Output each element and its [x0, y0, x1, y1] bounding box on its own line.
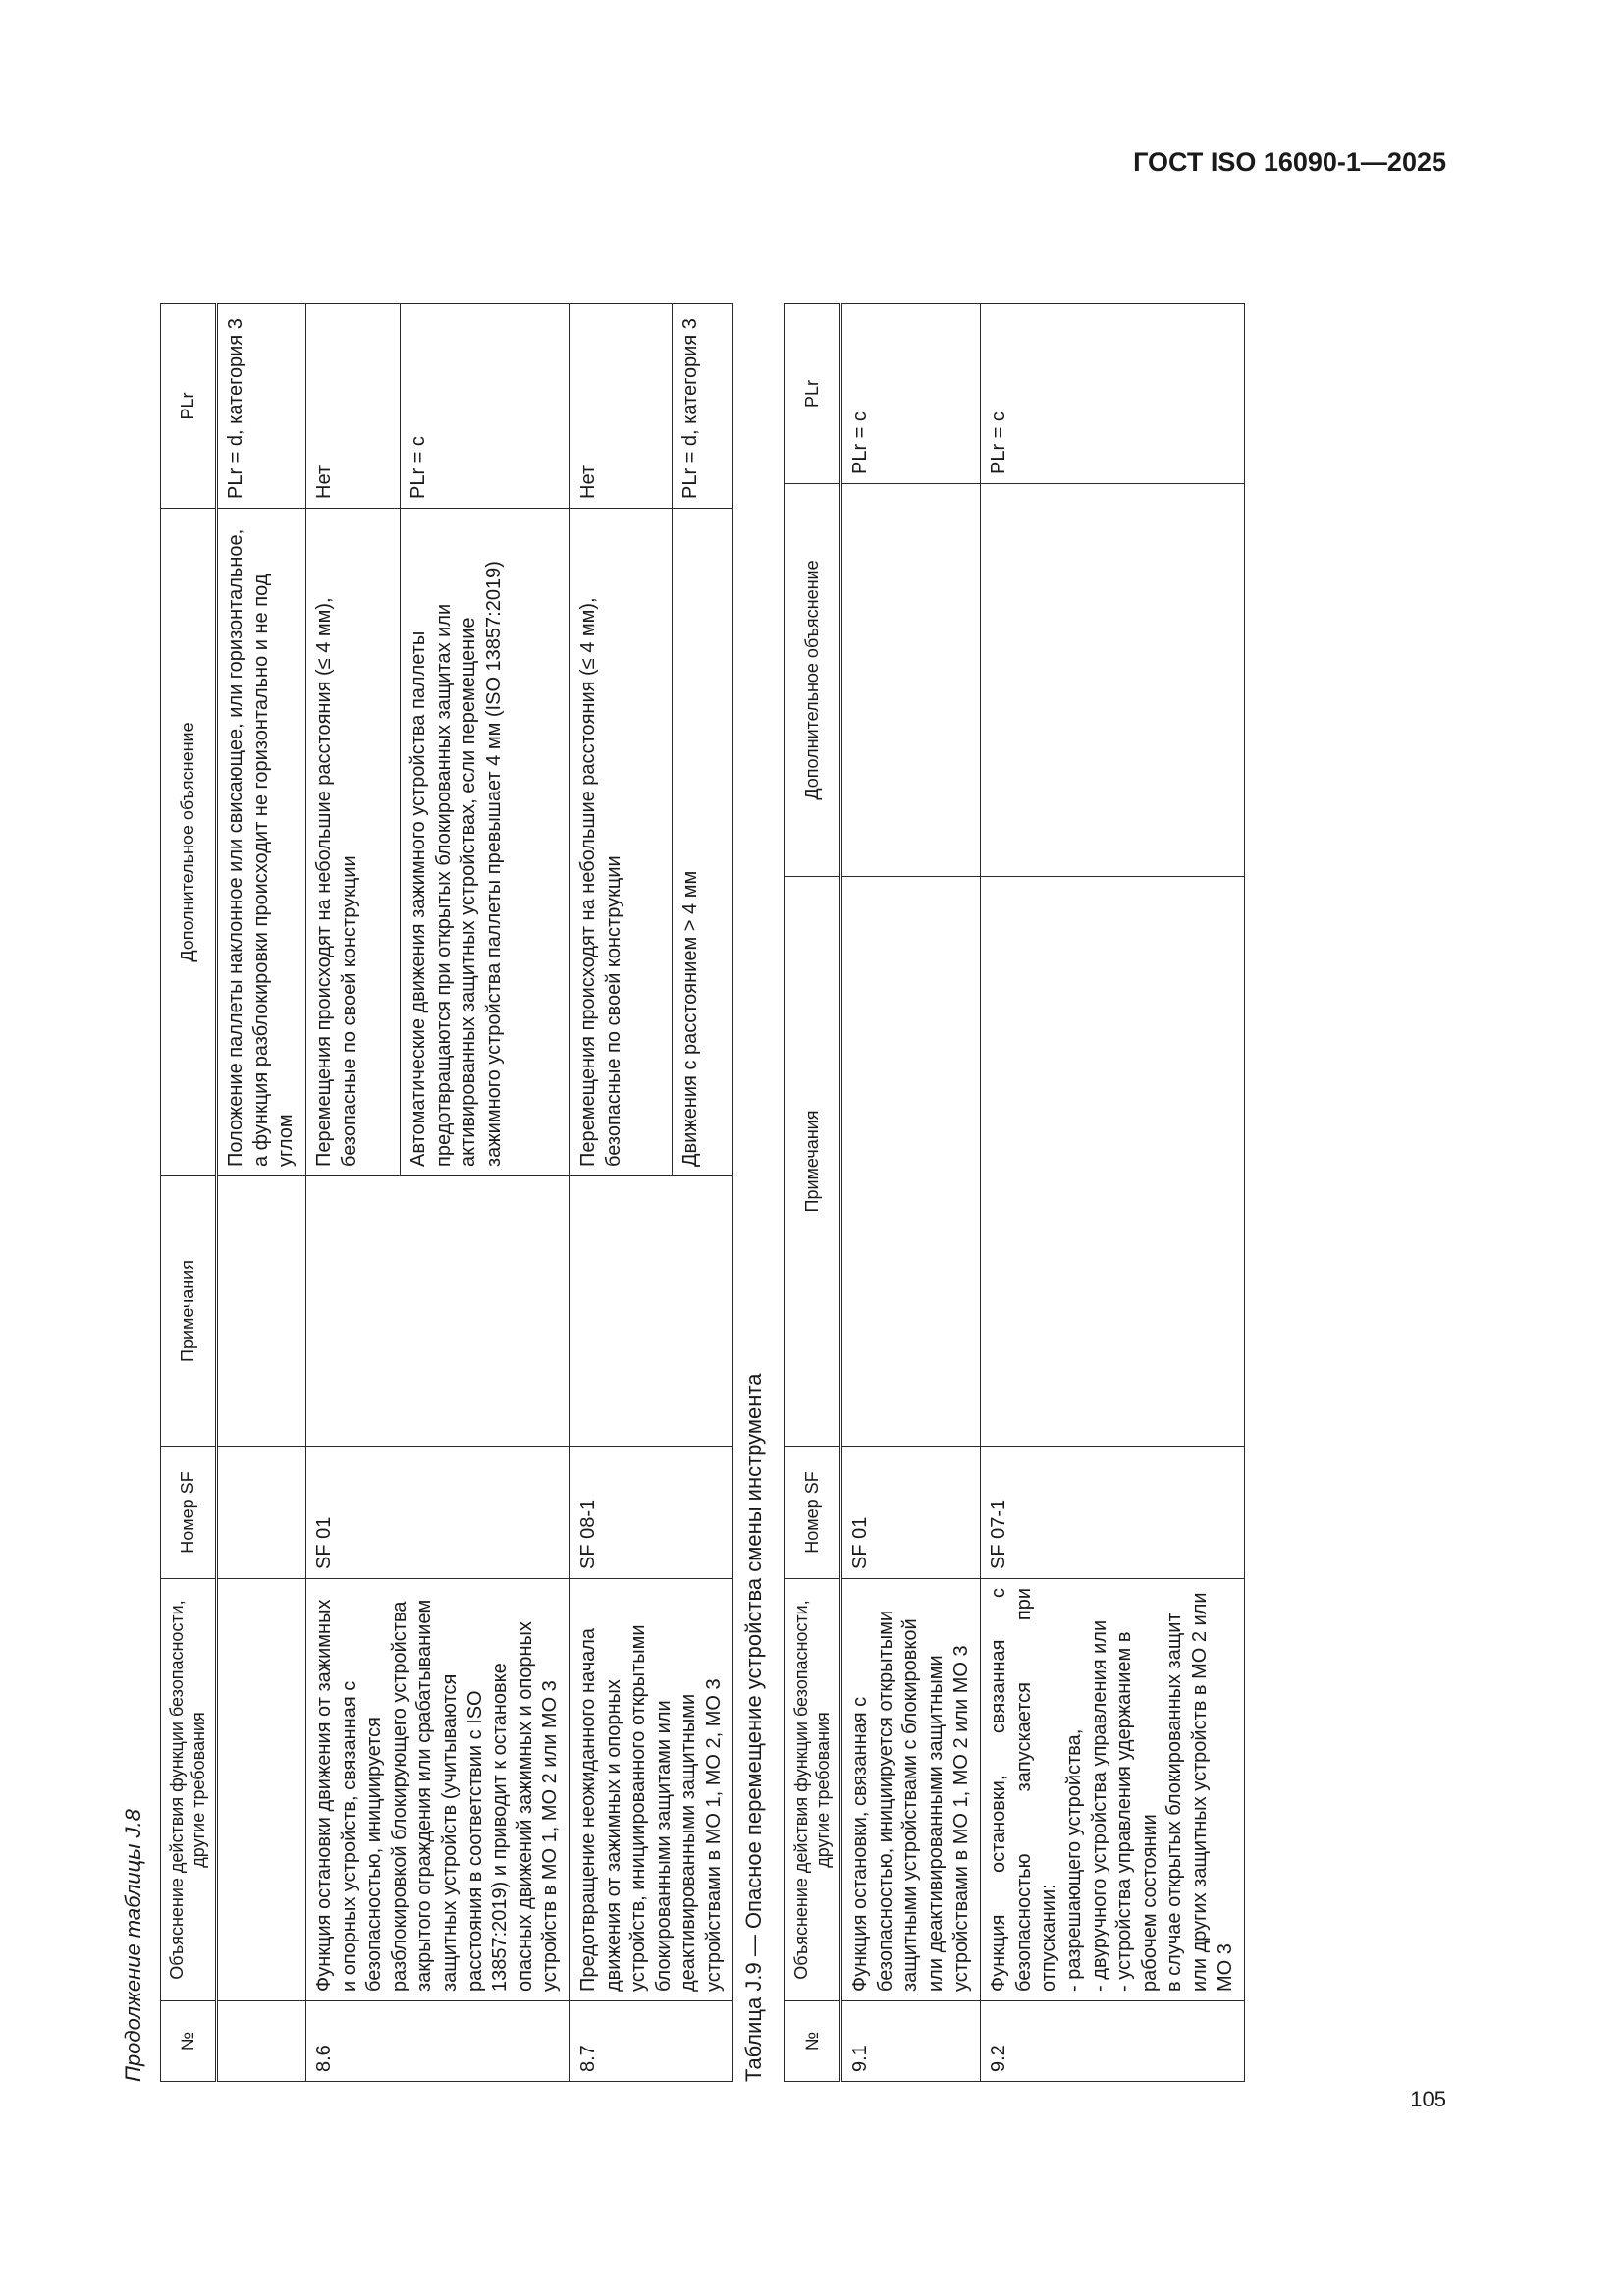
cell-sf: SF 07-1: [981, 1447, 1245, 1579]
cell-plr: PLr = c: [841, 304, 981, 484]
cell-plr: Нет: [305, 304, 400, 509]
table-row: [217, 304, 306, 2082]
table-j8-continuation-caption: Продолжение таблицы J.8: [121, 1809, 145, 2082]
function-line: в случае открытых блокированных защит или других защитных устройств в МО 2 или МО 3: [1163, 1592, 1236, 1992]
cell-function: [981, 1579, 1245, 2001]
cell-notes: [217, 1176, 306, 1447]
function-line: - устройства управления удержанием в рабочем состоянии: [1113, 1631, 1161, 1992]
col-header-function: Объяснение действия функции безопасности, другие требования: [161, 1579, 217, 2001]
col-header-sf: Номер SF: [161, 1447, 217, 1579]
table-row: [981, 304, 1245, 2082]
cell-notes: [841, 877, 981, 1447]
standard-designation: ГОСТ ISO 16090-1—2025: [1133, 147, 1446, 177]
cell-sf: SF 08-1: [569, 1447, 733, 1579]
page-number: 105: [1410, 2087, 1446, 2111]
cell-notes: [981, 877, 1245, 1447]
cell-function: [217, 1579, 306, 2001]
cell-num: 8.6: [305, 2001, 569, 2082]
table-row: [305, 304, 400, 2082]
cell-function: Предотвращение неожиданного начала движения от зажимных и опорных устройств, инициированного открытыми блокированными защитами или деактивированными защитными устройствами в МО 1, МО 2, МО 3: [569, 1579, 733, 2001]
cell-plr: Нет: [569, 304, 672, 509]
cell-sf: SF 01: [841, 1447, 981, 1579]
cell-plr: PLr = c: [981, 304, 1245, 484]
cell-extra: Перемещения происходят на небольшие расстояния (≤ 4 мм), безопасные по своей конструкции: [569, 509, 672, 1176]
table-row: [569, 304, 672, 2082]
function-line: - разрешающего устройства,: [1062, 1728, 1085, 1992]
table-header-row: [161, 304, 217, 2082]
cell-extra: [981, 484, 1245, 877]
cell-num: 8.7: [569, 2001, 733, 2082]
cell-extra: Перемещения происходят на небольшие расстояния (≤ 4 мм), безопасные по своей конструкции: [305, 509, 400, 1176]
cell-notes: [569, 1176, 733, 1447]
col-header-notes: Примечания: [161, 1176, 217, 1447]
cell-extra: Положение паллеты наклонное или свисающее, или горизонтальное, а функция разблокировки происходит не горизонтально и не под углом: [217, 509, 306, 1176]
cell-num: 9.2: [981, 2001, 1245, 2082]
cell-extra: Автоматические движения зажимного устройства паллеты предотвращаются при открытых блокированных защитах или активированных защитных устройствах, если перемещение зажимного устройства паллеты превышает 4 мм (ISO 13857:2019): [401, 509, 570, 1176]
cell-extra: [841, 484, 981, 877]
table-j9: [784, 303, 1245, 2082]
col-header-extra: Дополнительное объяснение: [785, 484, 841, 877]
function-line: - двуручного устройства управления или: [1088, 1619, 1110, 1992]
cell-num: 9.1: [841, 2001, 981, 2082]
table-j8: [160, 303, 733, 2082]
cell-notes: [305, 1176, 569, 1447]
table-header-row: [785, 304, 841, 2082]
col-header-plr: PLr: [785, 304, 841, 484]
col-header-num: №: [161, 2001, 217, 2082]
cell-function: Функция остановки, связанная с безопасностью, инициируется открытыми защитными устройствами с блокировкой или деактивированными защитными устройствами в МО 1, МО 2 или МО 3: [841, 1579, 981, 2001]
function-line: Функция остановки, связанная с безопасностью запускается при отпускании:: [988, 1588, 1060, 1992]
cell-extra: Движения с расстоянием > 4 мм: [672, 509, 733, 1176]
col-header-notes: Примечания: [785, 877, 841, 1447]
cell-function: Функция остановки движения от зажимных и опорных устройств, связанная с безопасностью, инициируется разблокировкой блокирующего устройства закрытого ограждения или срабатыванием защитных устройств (учитываются расстояния в соответствии с ISO 13857:2019) и приводит к остановке опасных движений зажимных и опорных устройств в МО 1, МО 2 или МО 3: [305, 1579, 569, 2001]
col-header-num: №: [785, 2001, 841, 2082]
col-header-function: Объяснение действия функции безопасности, другие требования: [785, 1579, 841, 2001]
rotated-page-content: [103, 0, 1301, 2082]
col-header-plr: PLr: [161, 304, 217, 509]
cell-plr: PLr = c: [401, 304, 570, 509]
table-j9-caption: Таблица J.9 — Опасное перемещение устройства смены инструмента: [741, 1373, 766, 2082]
cell-sf: [217, 1447, 306, 1579]
cell-plr: PLr = d, категория 3: [672, 304, 733, 509]
cell-plr: PLr = d, категория 3: [217, 304, 306, 509]
col-header-extra: Дополнительное объяснение: [161, 509, 217, 1176]
cell-num: [217, 2001, 306, 2082]
cell-sf: SF 01: [305, 1447, 569, 1579]
col-header-sf: Номер SF: [785, 1447, 841, 1579]
table-row: [841, 304, 981, 2082]
